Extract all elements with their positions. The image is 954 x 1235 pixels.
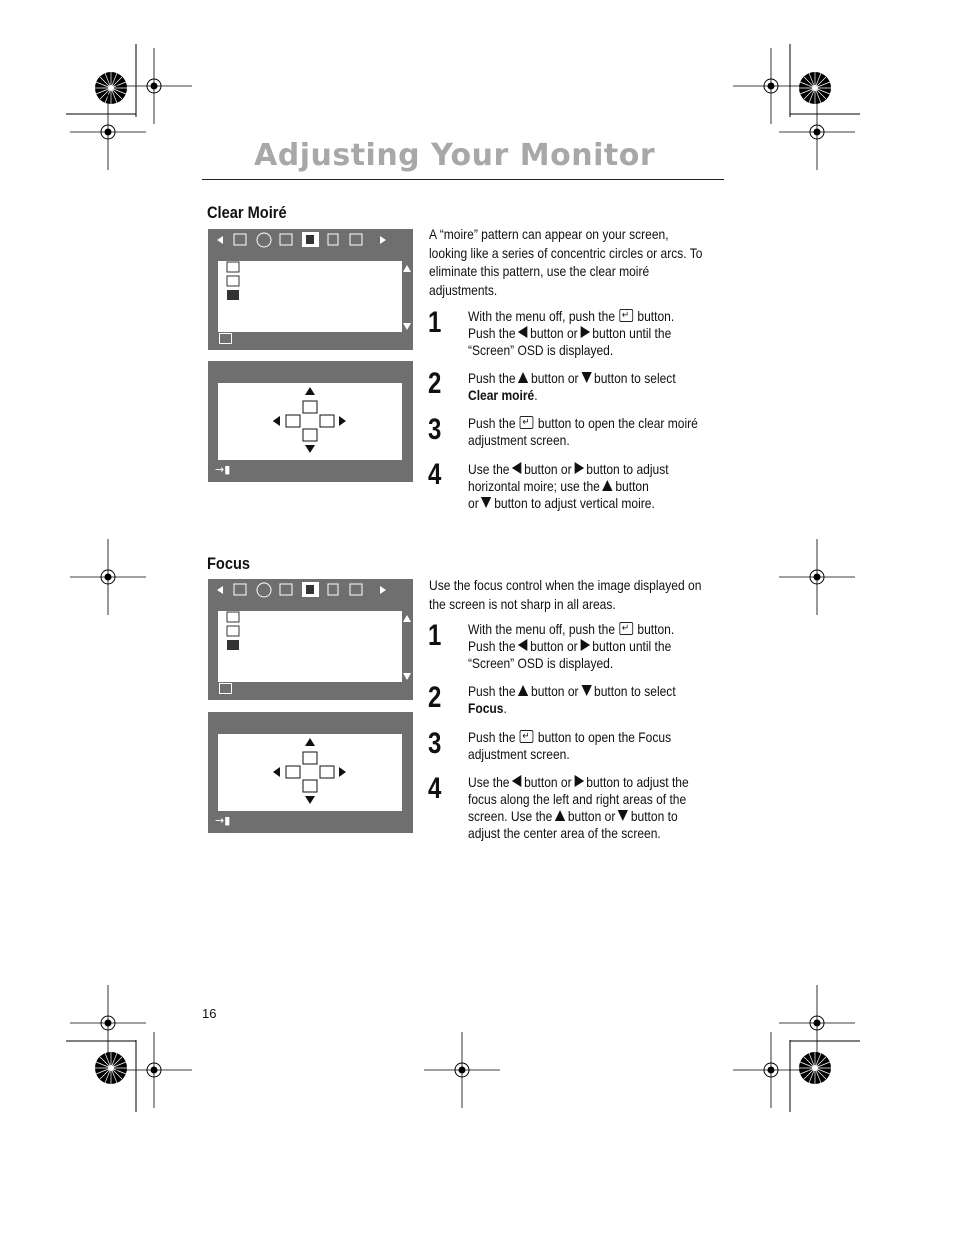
scroll-down-icon (403, 673, 411, 680)
osd-screen-menu (208, 229, 413, 350)
setup-icon (350, 234, 362, 245)
clear-moire-intro: A “moire” pattern can appear on your screen, looking like a series of concentric circles or arcs. To eliminate this pattern, use the clear moiré adjustments. (429, 226, 703, 298)
enter-button-icon (220, 334, 232, 344)
step-text: Push the button or button to select Focus. (468, 683, 676, 716)
down-arrow-icon (581, 372, 591, 383)
registration-mark-icon (70, 539, 146, 615)
scroll-up-icon (403, 265, 411, 272)
focus-box-icon (303, 752, 317, 764)
right-arrow-icon (380, 236, 386, 244)
osd-clear-moire-adjust (208, 361, 413, 482)
position-icon (234, 234, 246, 245)
registration-mark-icon (70, 985, 146, 1061)
left-arrow-icon (512, 462, 521, 474)
left-arrow-icon (512, 775, 521, 787)
left-arrow-icon (217, 236, 223, 244)
section-heading-focus: Focus (207, 554, 251, 573)
step-number: 3 (428, 413, 442, 446)
right-arrow-icon (574, 462, 583, 474)
registration-mark-icon (116, 48, 192, 124)
page-title: Adjusting Your Monitor (254, 138, 656, 173)
focus-intro: Use the focus control when the image displayed on the screen is not sharp in all areas. (429, 577, 702, 612)
left-arrow-icon (273, 416, 280, 426)
scroll-up-icon (403, 615, 411, 622)
horizontal-moire-icon (320, 415, 334, 427)
right-arrow-icon (380, 586, 386, 594)
down-arrow-icon (581, 685, 591, 696)
up-arrow-icon (602, 480, 612, 491)
enter-button-icon (619, 309, 633, 322)
step-text: With the menu off, push the↵ button. Push the button or button until the “Screen” OSD is displayed. (468, 621, 674, 672)
exit-icon: →▮ (215, 814, 231, 827)
step-number: 2 (428, 367, 442, 400)
right-arrow-icon (574, 775, 583, 787)
color-icon (328, 584, 338, 595)
registration-mark-icon (95, 1052, 127, 1084)
down-arrow-icon (481, 497, 491, 508)
up-arrow-icon (555, 810, 565, 821)
vertical-moire-icon (303, 429, 317, 441)
enter-button-icon (220, 684, 232, 694)
focus-box-icon (286, 766, 300, 778)
registration-mark-icon (116, 1032, 192, 1108)
down-arrow-icon (305, 445, 315, 453)
osd-focus-adjust (208, 712, 413, 833)
scroll-down-icon (403, 323, 411, 330)
color-icon (328, 234, 338, 245)
exit-icon: →▮ (215, 463, 231, 476)
clear-moire-icon (227, 612, 239, 622)
menu-item-icon (227, 290, 239, 300)
vertical-moire-icon (303, 401, 317, 413)
size-icon (280, 234, 292, 245)
up-arrow-icon (518, 685, 528, 696)
registration-mark-icon (779, 539, 855, 615)
step-text: Use the button or button to adjust the focus along the left and right areas of the screen. Use the button or button to adjust the center area of the screen. (468, 774, 689, 841)
section-heading-clear-moire: Clear Moiré (207, 203, 287, 222)
up-arrow-icon (518, 372, 528, 383)
registration-mark-icon (733, 48, 809, 124)
registration-mark-icon (424, 1032, 500, 1108)
horizontal-moire-icon (286, 415, 300, 427)
registration-mark-icon (70, 94, 146, 170)
step-text: With the menu off, push the↵ button. Push the button or button until the “Screen” OSD is displayed. (468, 308, 674, 359)
registration-mark-icon (799, 1052, 831, 1084)
registration-mark-icon (799, 72, 831, 104)
down-arrow-icon (305, 796, 315, 804)
down-arrow-icon (618, 810, 628, 821)
clear-moire-icon (227, 262, 239, 272)
focus-box-icon (320, 766, 334, 778)
enter-button-icon (520, 730, 534, 743)
step-number: 1 (428, 619, 442, 652)
position-icon (234, 584, 246, 595)
step-text: Push the button or button to select Clear moiré. (468, 370, 676, 403)
step-number: 1 (428, 306, 442, 339)
registration-mark-icon (733, 1032, 809, 1108)
step-text: Use the button or button to adjust horizontal moire; use the button or button to adjust vertical moire. (468, 461, 669, 511)
menu-item-icon (227, 640, 239, 650)
enter-button-icon (520, 416, 534, 429)
left-arrow-icon (273, 767, 280, 777)
step-text: Push the↵ button to open the clear moiré adjustment screen. (468, 415, 698, 449)
step-text: Push the↵ button to open the Focus adjustment screen. (468, 729, 671, 763)
registration-mark-icon (95, 72, 127, 104)
geometry-icon (257, 583, 271, 597)
step-number: 4 (428, 458, 442, 491)
left-arrow-icon (518, 639, 527, 651)
geometry-icon (257, 233, 271, 247)
title-rule (202, 179, 724, 180)
right-arrow-icon (580, 639, 589, 651)
right-arrow-icon (580, 326, 589, 338)
enter-button-icon (619, 622, 633, 635)
step-number: 4 (428, 772, 442, 805)
right-arrow-icon (339, 767, 346, 777)
up-arrow-icon (305, 738, 315, 746)
right-arrow-icon (339, 416, 346, 426)
focus-box-icon (303, 780, 317, 792)
size-icon (280, 584, 292, 595)
step-number: 2 (428, 681, 442, 714)
step-number: 3 (428, 727, 442, 760)
left-arrow-icon (518, 326, 527, 338)
focus-icon (227, 626, 239, 636)
setup-icon (350, 584, 362, 595)
osd-screen-menu (208, 579, 413, 700)
left-arrow-icon (217, 586, 223, 594)
up-arrow-icon (305, 387, 315, 395)
focus-icon (227, 276, 239, 286)
page-number: 16 (202, 1006, 217, 1021)
